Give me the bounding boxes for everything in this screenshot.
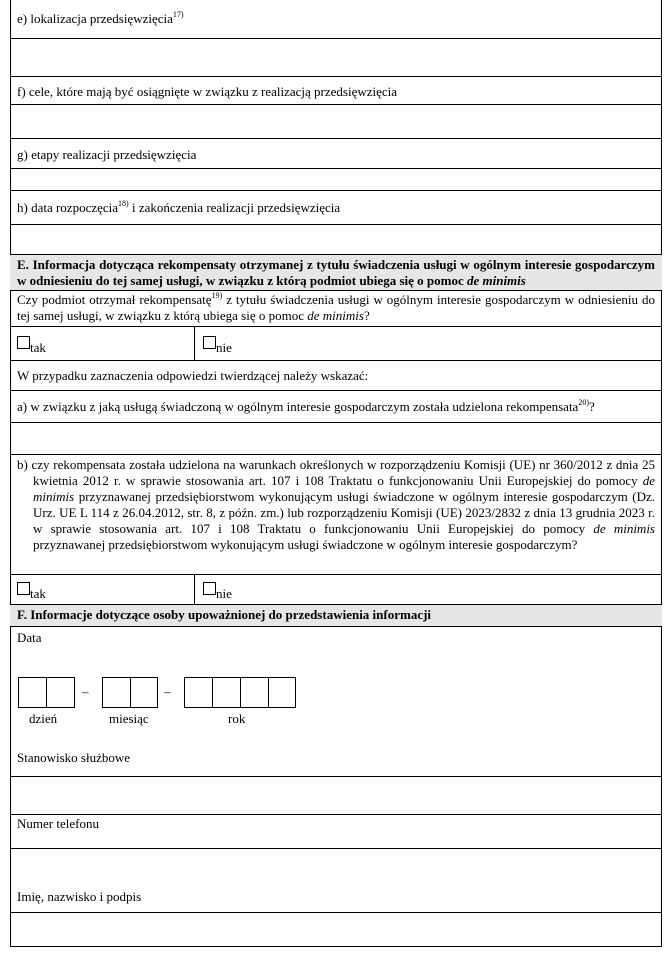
yes-checkbox[interactable] [17, 336, 30, 349]
yes-label-2: tak [30, 586, 46, 601]
month-input[interactable] [102, 677, 158, 708]
year-label: rok [228, 711, 246, 726]
month-label: miesiąc [109, 711, 149, 726]
item-a-field[interactable] [10, 422, 662, 454]
phone-label: Numer telefonu [17, 816, 99, 831]
phone-field[interactable] [10, 848, 662, 886]
answer-divider [194, 326, 195, 360]
answer-divider-2 [194, 574, 195, 604]
phone-row [10, 814, 662, 848]
item-h-field[interactable] [10, 224, 662, 254]
name-label: Imię, nazwisko i podpis [17, 889, 142, 904]
no-checkbox[interactable] [203, 336, 216, 349]
date-dash-1: – [82, 684, 89, 699]
answer-row-2 [10, 574, 662, 604]
item-h-label: h) data rozpoczęcia$^{18)}$ i zakończenia realizacji przedsięwzięcia [17, 199, 341, 215]
item-e-field[interactable] [10, 38, 662, 76]
item-g-field[interactable] [10, 168, 662, 190]
date-dash-2: – [164, 684, 171, 699]
position-label: Stanowisko służbowe [17, 750, 131, 765]
year-digit-divider-2 [240, 678, 241, 707]
year-digit-divider-1 [212, 678, 213, 707]
name-field[interactable] [10, 912, 662, 947]
item-a-label: a) w związku z jaką usługą świadczoną w ogólnym interesie gospodarczym została udzielona rekompensata$^{20)}$? [17, 398, 595, 414]
no-label-2: nie [216, 586, 232, 601]
month-digit-divider [130, 678, 131, 707]
year-input[interactable] [184, 677, 296, 708]
section-e-heading: E. Informacja dotycząca rekompensaty otrzymanej z tytułu świadczenia usługi w ogólnym interesie gospodarczym w odniesieniu do tej samej usługi, w związku z którą podmiot ubiega się o pomoc de minimis [10, 254, 662, 290]
answer-row-1 [10, 326, 662, 360]
date-label: Data [17, 630, 42, 645]
item-b-question: b) czy rekompensata została udzielona na warunkach określonych w rozporządzeniu Komisji (UE) nr 360/2012 z dnia 25 kwietnia 2012 r. w sprawie stosowania art. 107 i 108 Traktatu o funkcjonowaniu Unii Europejskiej do pomocy de minimis przyznawanej przedsiębiorstwom wykonującym usługi świadczone w ogólnym interesie gospodarczym (Dz. Urz. UE L 114 z 26.04.2012, str. 8, z późn. zm.) lub rozporządzeniu Komisji (UE) 2023/2832 z dnia 13 grudnia 2023 r. w sprawie stosowania art. 107 i 108 Traktatu o funkcjonowaniu Unii Europejskiej do pomocy de minimis przyznawanej przedsiębiorstwom wykonującym usługi świadczone w ogólnym interesie gospodarczym? [17, 457, 655, 552]
day-input[interactable] [18, 677, 75, 708]
item-f-field[interactable] [10, 104, 662, 138]
instruction-text: W przypadku zaznaczenia odpowiedzi twierdzącej należy wskazać: [17, 368, 369, 383]
item-g-label: g) etapy realizacji przedsięwzięcia [17, 147, 197, 162]
position-field[interactable] [10, 776, 662, 814]
item-f-label: f) cele, które mają być osiągnięte w związku z realizacją przedsięwzięcia [17, 84, 398, 99]
day-label: dzień [29, 711, 58, 726]
no-label: nie [216, 340, 232, 355]
year-digit-divider-3 [268, 678, 269, 707]
yes-checkbox-2[interactable] [17, 582, 30, 595]
day-digit-divider [46, 678, 47, 707]
item-e-label: e) lokalizacja przedsięwzięcia$^{17)}$ [17, 10, 184, 26]
yes-label: tak [30, 340, 46, 355]
no-checkbox-2[interactable] [203, 582, 216, 595]
compensation-question: Czy podmiot otrzymał rekompensatę$^{19)}$ z tytułu świadczenia usługi w ogólnym interesie gospodarczym w odniesieniu do tej samej usługi, w związku z którą ubiega się o pomoc de minimis? [17, 291, 655, 323]
section-f-heading: F. Informacje dotyczące osoby upoważnionej do przedstawienia informacji [10, 604, 662, 626]
